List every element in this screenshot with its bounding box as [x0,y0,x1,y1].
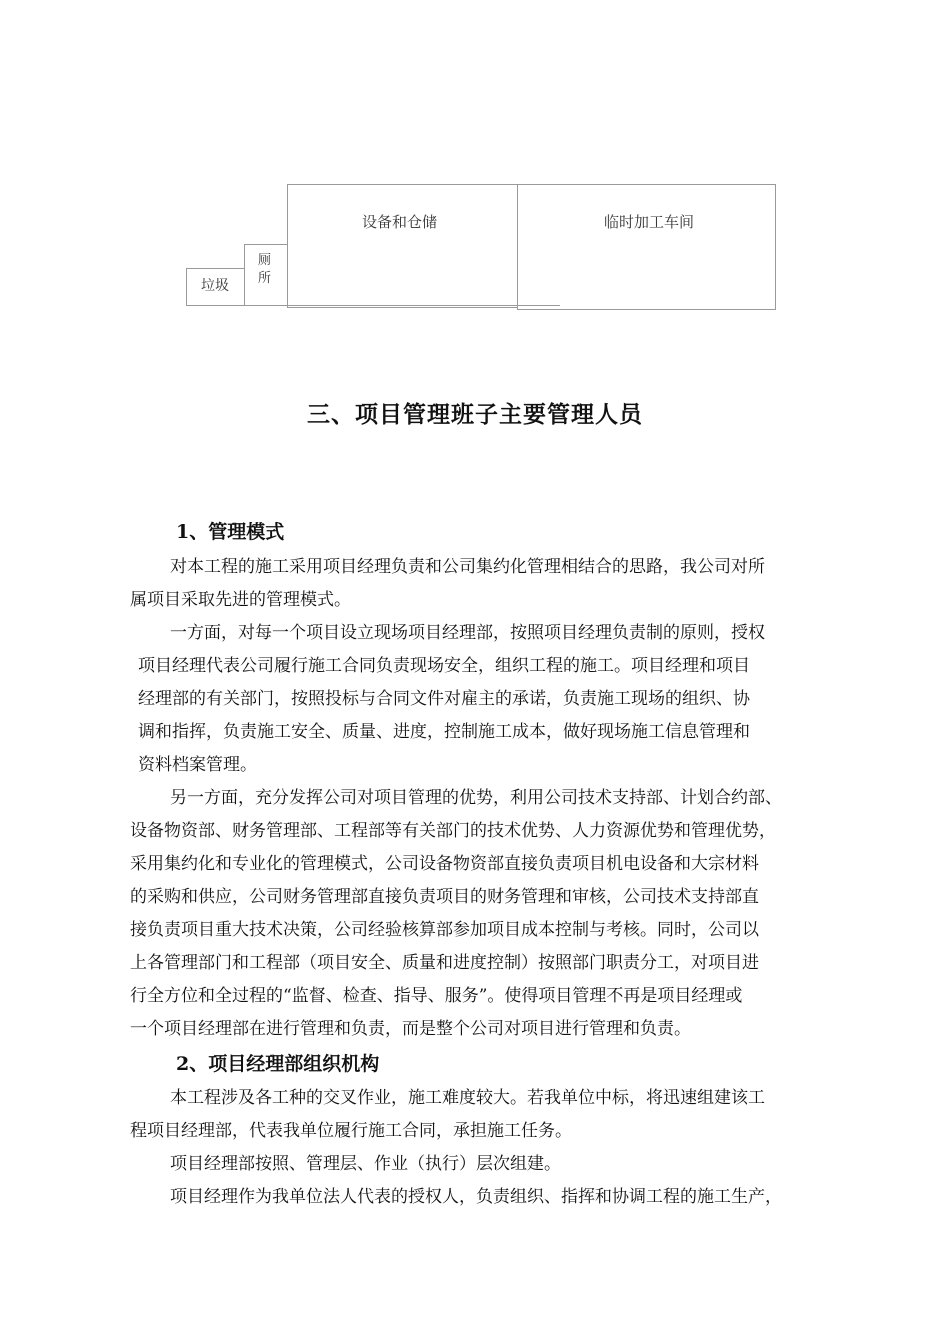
paragraph-line: 程项目经理部，代表我单位履行施工合同，承担施工任务。 [130,1121,572,1141]
paragraph-line: 的采购和供应，公司财务管理部直接负责项目的财务管理和审核，公司技术支持部直 [130,887,759,907]
paragraph-line: 资料档案管理。 [138,755,257,775]
site-boundary-line [186,305,560,306]
toilet-label-1: 厕 [258,253,272,268]
paragraph-line: 一个项目经理部在进行管理和负责，而是整个公司对项目进行管理和负责。 [130,1019,691,1039]
paragraph-line: 项目经理代表公司履行施工合同负责现场安全，组织工程的施工。项目经理和项目 [138,656,750,676]
paragraph-line: 上各管理部门和工程部（项目安全、质量和进度控制）按照部门职责分工，对项目进 [130,953,759,973]
section2-heading: 2、项目经理部组织机构 [176,1053,380,1075]
toilet-label-2: 所 [258,271,272,286]
page-title: 三、项目管理班子主要管理人员 [307,401,643,428]
paragraph-line: 一方面，对每一个项目设立现场项目经理部，按照项目经理负责制的原则，授权 [170,623,765,643]
paragraph-line: 属项目采取先进的管理模式。 [130,590,351,610]
paragraph-line: 调和指挥，负责施工安全、质量、进度，控制施工成本，做好现场施工信息管理和 [138,722,750,742]
paragraph-line: 本工程涉及各工种的交叉作业，施工难度较大。若我单位中标，将迅速组建该工 [170,1088,765,1108]
section1-heading: 1、管理模式 [176,521,285,543]
paragraph-line: 另一方面，充分发挥公司对项目管理的优势，利用公司技术支持部、计划合约部、 [170,788,782,808]
paragraph-line: 接负责项目重大技术决策，公司经验核算部参加项目成本控制与考核。同时，公司以 [130,920,759,940]
paragraph-line: 项目经理作为我单位法人代表的授权人，负责组织、指挥和协调工程的施工生产， [170,1187,782,1207]
paragraph-line: 经理部的有关部门，按照投标与合同文件对雇主的承诺，负责施工现场的组织、协 [138,689,750,709]
paragraph-line: 设备物资部、财务管理部、工程部等有关部门的技术优势、人力资源优势和管理优势， [130,821,776,841]
storage-area [287,184,518,308]
paragraph-line: 项目经理部按照、管理层、作业（执行）层次组建。 [170,1154,561,1174]
garbage-label: 垃圾 [201,278,229,294]
workshop-area [517,184,776,310]
storage-label: 设备和仓储 [362,213,438,231]
paragraph-line: 采用集约化和专业化的管理模式，公司设备物资部直接负责项目机电设备和大宗材料 [130,854,759,874]
paragraph-line: 行全方位和全过程的“监督、检查、指导、服务”。使得项目管理不再是项目经理或 [130,986,743,1006]
workshop-label: 临时加工车间 [604,213,695,231]
paragraph-line: 对本工程的施工采用项目经理负责和公司集约化管理相结合的思路，我公司对所 [170,557,765,577]
